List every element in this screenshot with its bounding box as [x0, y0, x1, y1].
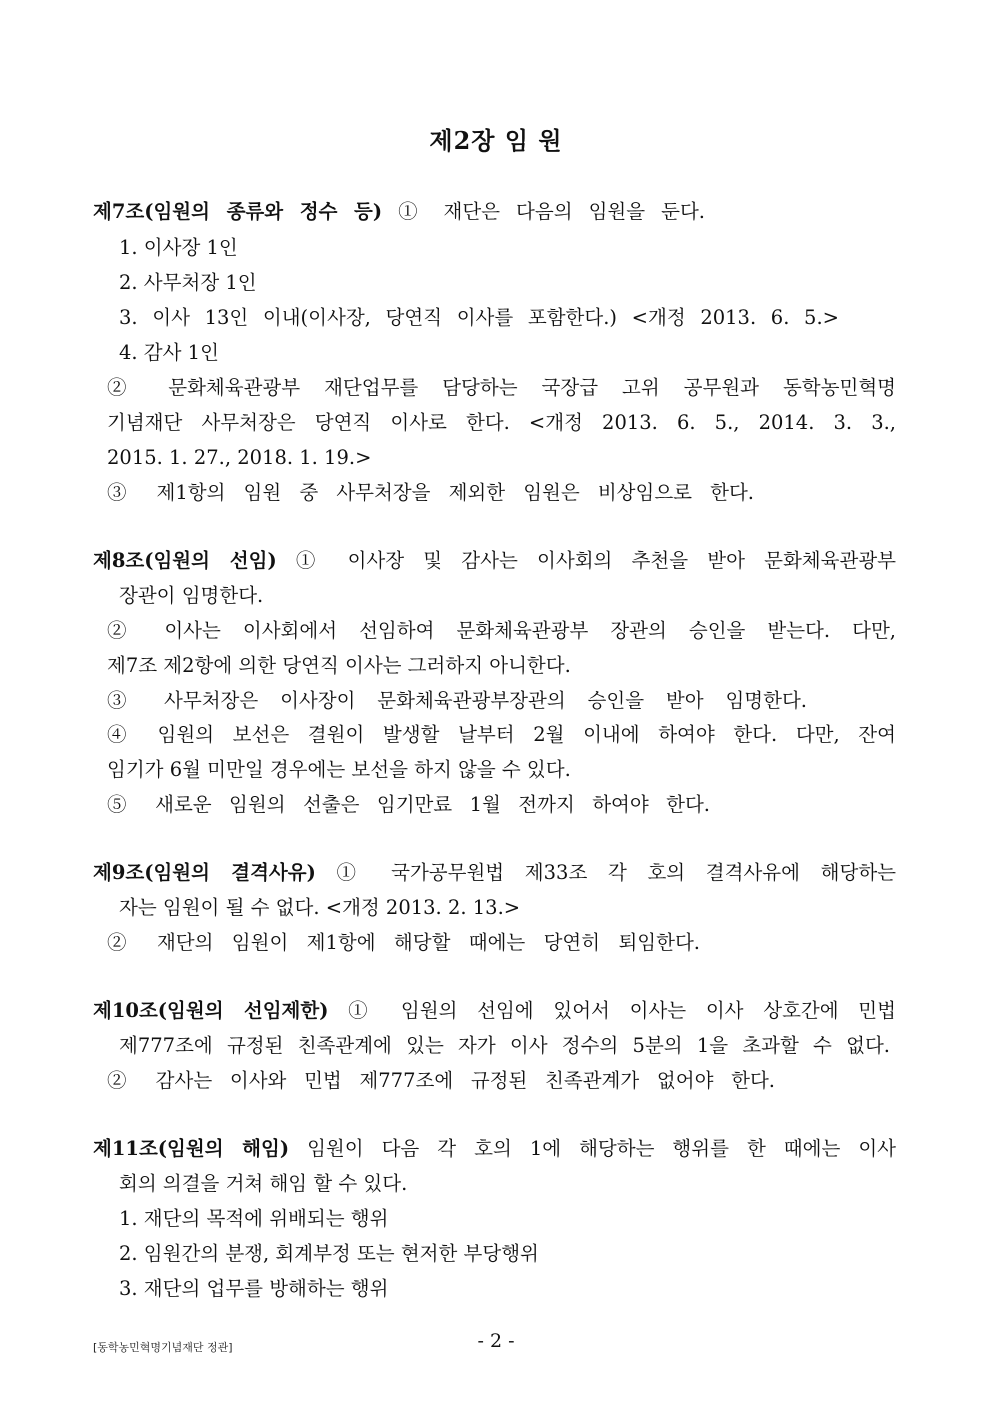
article-11-item-2: 2. 임원간의 분쟁, 회계부정 또는 현저한 부당행위 — [119, 1242, 539, 1265]
article-8-para-4-line-2: 임기가 6월 미만일 경우에는 보선을 하지 않을 수 있다. — [107, 758, 571, 781]
article-11-item-1: 1. 재단의 목적에 위배되는 행위 — [119, 1207, 389, 1230]
article-7-para-2-line-3: 2015. 1. 27., 2018. 1. 19.> — [107, 446, 372, 469]
article-10-line-2: 제777조에 규정된 친족관계에 있는 자가 이사 정수의 5분의 1을 초과할 수 없다. — [119, 1034, 890, 1057]
article-7-item-3: 3. 이사 13인 이내(이사장, 당연직 이사를 포함한다.) <개정 2013. 6. 5.> — [119, 306, 839, 329]
article-8-para-4-line-1: ④ 임원의 보선은 결원이 발생할 날부터 2월 이내에 하여야 한다. 다만, 잔여 — [107, 723, 896, 746]
article-7-heading: 제7조(임원의 종류와 정수 등) — [93, 200, 383, 223]
article-7-item-4: 4. 감사 1인 — [119, 341, 219, 364]
article-8-para-5: ⑤ 새로운 임원의 선출은 임기만료 1월 전까지 하여야 한다. — [107, 793, 710, 816]
article-8-para-3: ③ 사무처장은 이사장이 문화체육관광부장관의 승인을 받아 임명한다. — [107, 689, 807, 712]
article-8-para-2-line-1: ② 이사는 이사회에서 선임하여 문화체육관광부 장관의 승인을 받는다. 다만, — [107, 619, 896, 642]
chapter-title: 제2장 임 원 — [429, 126, 563, 155]
article-8-para-2-line-2: 제7조 제2항에 의한 당연직 이사는 그러하지 아니한다. — [107, 654, 571, 677]
article-7-line-1: 제7조(임원의 종류와 정수 등) ① 재단은 다음의 임원을 둔다. — [93, 200, 705, 223]
article-9-line-2: 자는 임원이 될 수 없다. <개정 2013. 2. 13.> — [119, 896, 521, 919]
article-11-line-2: 회의 의결을 거쳐 해임 할 수 있다. — [119, 1172, 408, 1195]
article-10-heading: 제10조(임원의 선임제한) — [93, 999, 329, 1022]
article-7-item-1: 1. 이사장 1인 — [119, 236, 238, 259]
article-9-para-2: ② 재단의 임원이 제1항에 해당할 때에는 당연히 퇴임한다. — [107, 931, 700, 954]
article-8-line-2: 장관이 임명한다. — [119, 584, 264, 607]
article-9-heading: 제9조(임원의 결격사유) — [93, 861, 316, 884]
article-7-item-2: 2. 사무처장 1인 — [119, 271, 257, 294]
article-9-line-1: 제9조(임원의 결격사유) ① 국가공무원법 제33조 각 호의 결격사유에 해당하는 — [93, 861, 896, 884]
article-11-line-1: 제11조(임원의 해임) 임원이 다음 각 호의 1에 해당하는 행위를 한 때에는 이사 — [93, 1137, 896, 1160]
footer-document-title: [동학농민혁명기념재단 정관] — [93, 1341, 233, 1354]
article-11-item-3: 3. 재단의 업무를 방해하는 행위 — [119, 1277, 389, 1300]
article-7-para-2-line-2: 기념재단 사무처장은 당연직 이사로 한다. <개정 2013. 6. 5., 2014. 3. 3., — [107, 411, 896, 434]
article-11-heading: 제11조(임원의 해임) — [93, 1137, 290, 1160]
page-number: - 2 - — [477, 1330, 515, 1352]
article-10-para-2: ② 감사는 이사와 민법 제777조에 규정된 친족관계가 없어야 한다. — [107, 1069, 775, 1092]
article-7-para-2-line-1: ② 문화체육관광부 재단업무를 담당하는 국장급 고위 공무원과 동학농민혁명 — [107, 376, 896, 399]
article-8-line-1: 제8조(임원의 선임) ① 이사장 및 감사는 이사회의 추천을 받아 문화체육관광부 — [93, 549, 896, 572]
article-7-para-3: ③ 제1항의 임원 중 사무처장을 제외한 임원은 비상임으로 한다. — [107, 481, 754, 504]
article-10-line-1: 제10조(임원의 선임제한) ① 임원의 선임에 있어서 이사는 이사 상호간에 민법 — [93, 999, 896, 1022]
article-8-heading: 제8조(임원의 선임) — [93, 549, 277, 572]
